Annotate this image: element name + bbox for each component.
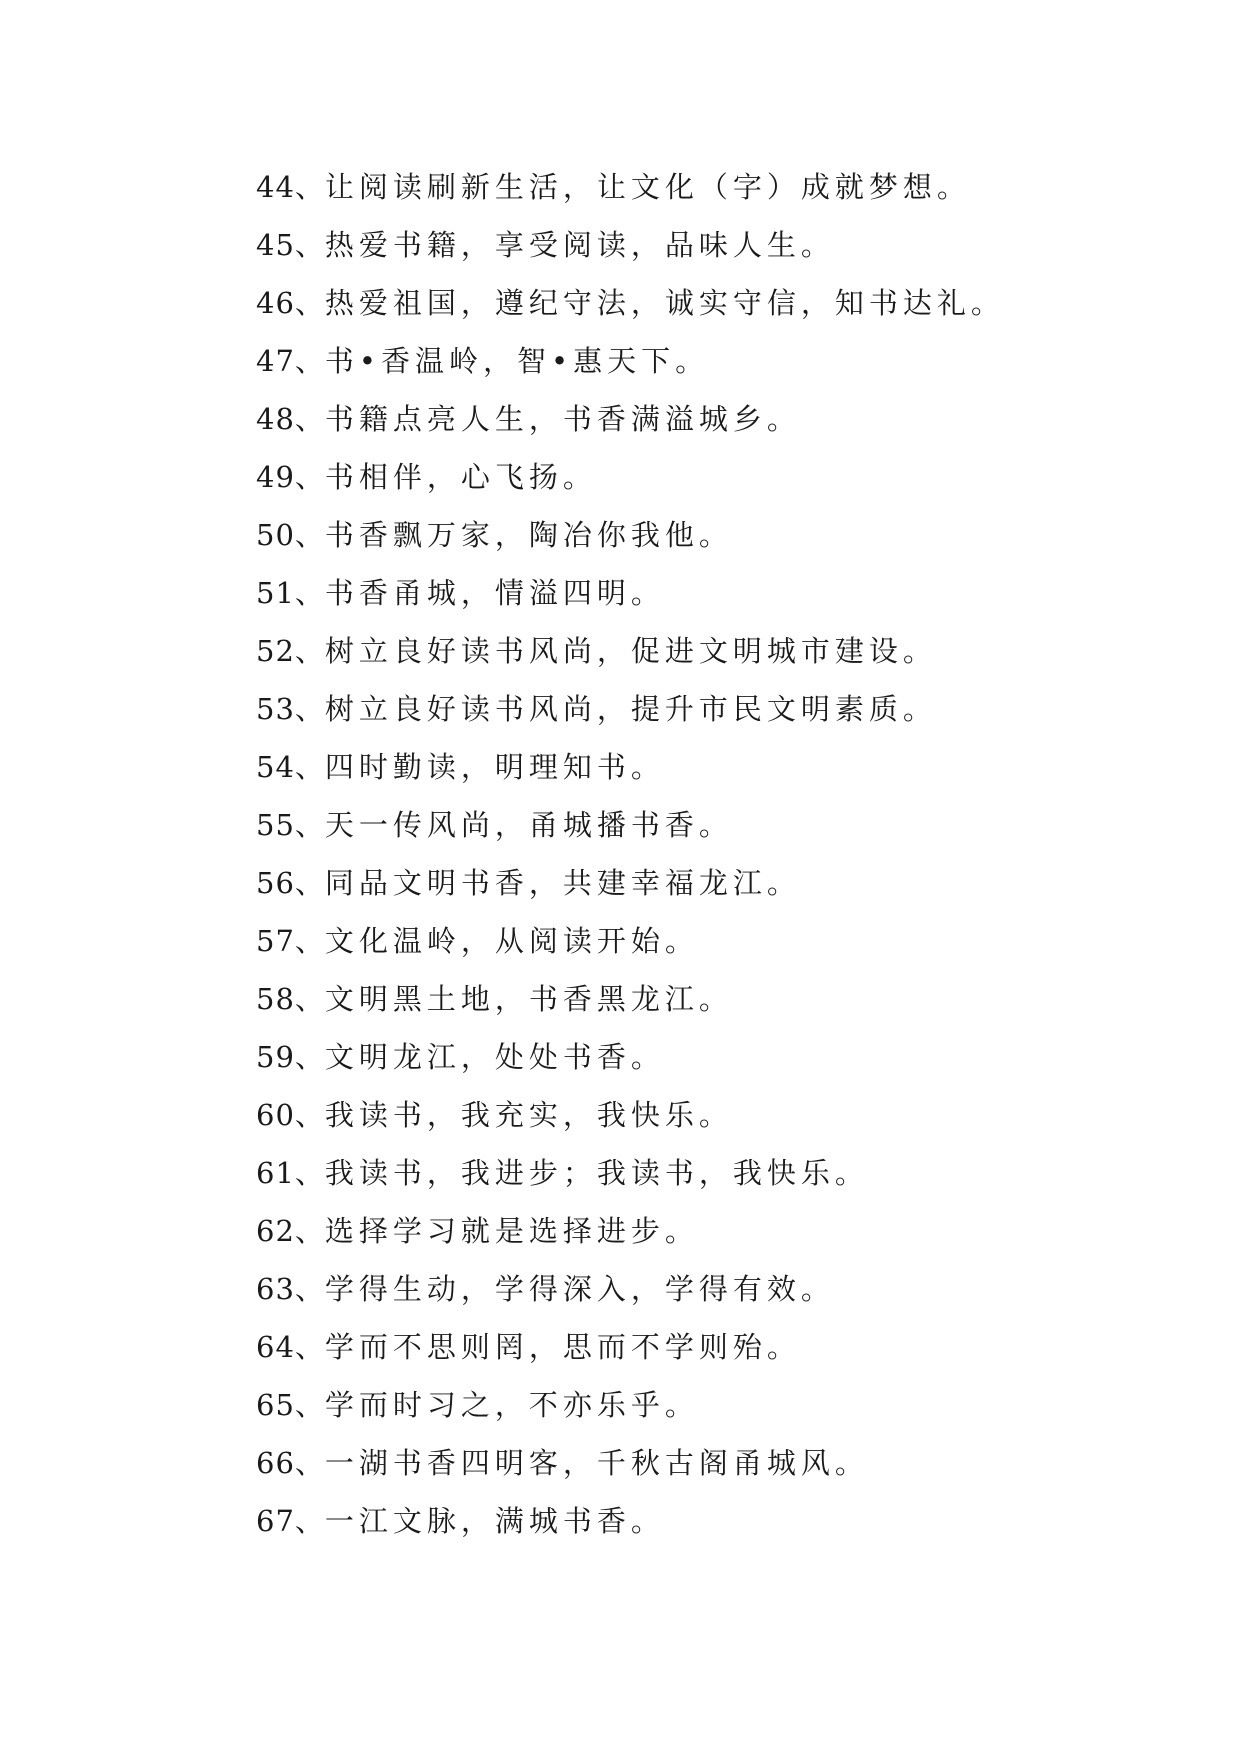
list-item <box>256 1260 1005 1318</box>
list-item <box>256 390 1005 448</box>
item-text: 我读书，我充实，我快乐。 <box>324 1098 733 1132</box>
list-item <box>256 332 1005 390</box>
list-item <box>256 216 1005 274</box>
list-item <box>256 680 1005 738</box>
item-number: 61、 <box>256 1156 325 1190</box>
slogan-list <box>256 158 1005 1550</box>
item-number: 59、 <box>256 1040 325 1074</box>
list-item <box>256 854 1005 912</box>
item-number: 66、 <box>256 1446 325 1480</box>
item-text: 书籍点亮人生，书香满溢城乡。 <box>324 402 801 436</box>
item-text: 热爱书籍，享受阅读，品味人生。 <box>324 228 835 262</box>
item-text: 天一传风尚，甬城播书香。 <box>324 808 733 842</box>
item-number: 58、 <box>256 982 325 1016</box>
item-number: 53、 <box>256 692 325 726</box>
list-item <box>256 564 1005 622</box>
item-text: 树立良好读书风尚，提升市民文明素质。 <box>324 692 937 726</box>
item-text: 文明龙江，处处书香。 <box>324 1040 665 1074</box>
item-number: 55、 <box>256 808 325 842</box>
item-number: 48、 <box>256 402 325 436</box>
list-item <box>256 796 1005 854</box>
item-text: 书•香温岭，智•惠天下。 <box>324 344 710 378</box>
item-text: 书香甬城，情溢四明。 <box>324 576 665 610</box>
item-text: 四时勤读，明理知书。 <box>324 750 665 784</box>
item-number: 54、 <box>256 750 325 784</box>
item-text: 学而不思则罔，思而不学则殆。 <box>324 1330 801 1364</box>
list-item <box>256 448 1005 506</box>
item-text: 树立良好读书风尚，促进文明城市建设。 <box>324 634 937 668</box>
item-number: 49、 <box>256 460 325 494</box>
list-item <box>256 970 1005 1028</box>
item-number: 45、 <box>256 228 325 262</box>
list-item <box>256 1202 1005 1260</box>
item-number: 47、 <box>256 344 325 378</box>
item-number: 57、 <box>256 924 325 958</box>
item-number: 52、 <box>256 634 325 668</box>
item-text: 一江文脉，满城书香。 <box>324 1504 665 1538</box>
item-number: 44、 <box>256 170 325 204</box>
item-number: 46、 <box>256 286 325 320</box>
list-item <box>256 274 1005 332</box>
list-item <box>256 158 1005 216</box>
list-item <box>256 1376 1005 1434</box>
item-number: 62、 <box>256 1214 325 1248</box>
item-text: 文明黑土地，书香黑龙江。 <box>324 982 733 1016</box>
list-item <box>256 1434 1005 1492</box>
item-number: 51、 <box>256 576 325 610</box>
list-item <box>256 912 1005 970</box>
item-text: 选择学习就是选择进步。 <box>324 1214 699 1248</box>
item-number: 65、 <box>256 1388 325 1422</box>
item-number: 67、 <box>256 1504 325 1538</box>
item-number: 50、 <box>256 518 325 552</box>
list-item <box>256 1492 1005 1550</box>
list-item <box>256 1086 1005 1144</box>
list-item <box>256 1028 1005 1086</box>
list-item <box>256 1144 1005 1202</box>
item-text: 学而时习之，不亦乐乎。 <box>324 1388 699 1422</box>
list-item <box>256 622 1005 680</box>
item-text: 一湖书香四明客，千秋古阁甬城风。 <box>324 1446 869 1480</box>
list-item <box>256 506 1005 564</box>
item-text: 文化温岭，从阅读开始。 <box>324 924 699 958</box>
item-text: 热爱祖国，遵纪守法，诚实守信，知书达礼。 <box>324 286 1005 320</box>
item-text: 书相伴，心飞扬。 <box>324 460 597 494</box>
item-number: 64、 <box>256 1330 325 1364</box>
item-text: 书香飘万家，陶冶你我他。 <box>324 518 733 552</box>
item-text: 让阅读刷新生活，让文化（字）成就梦想。 <box>324 170 971 204</box>
list-item <box>256 738 1005 796</box>
item-number: 63、 <box>256 1272 325 1306</box>
item-number: 56、 <box>256 866 325 900</box>
item-text: 同品文明书香，共建幸福龙江。 <box>324 866 801 900</box>
item-text: 学得生动，学得深入，学得有效。 <box>324 1272 835 1306</box>
list-item <box>256 1318 1005 1376</box>
item-number: 60、 <box>256 1098 325 1132</box>
item-text: 我读书，我进步；我读书，我快乐。 <box>324 1156 869 1190</box>
